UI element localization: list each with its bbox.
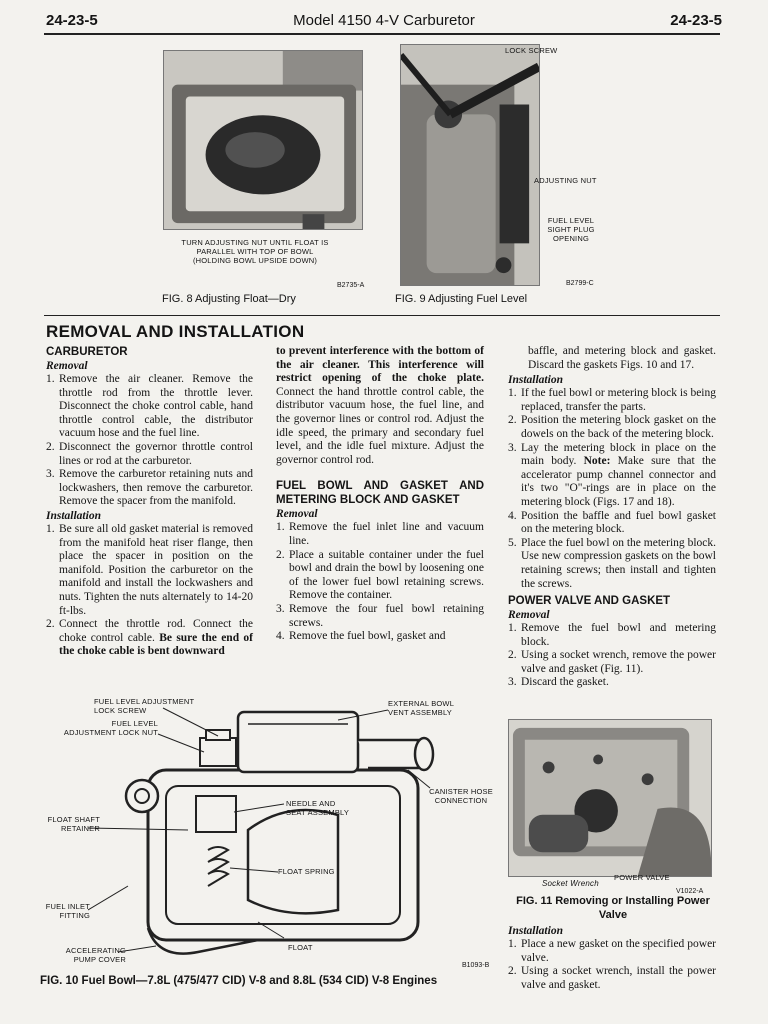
fig9-callout-sight-plug: FUEL LEVEL SIGHT PLUG OPENING <box>547 216 595 243</box>
list-item: 2. Using a socket wrench, install the power valve and gasket. <box>508 965 716 991</box>
fig11-photo <box>508 719 712 877</box>
carburetor-installation-label: Installation <box>46 509 101 522</box>
fig11-caption: FIG. 11 Removing or Installing Power Valve <box>516 895 710 921</box>
fig9-code: B2799-C <box>566 280 594 287</box>
fig8-code: B2735-A <box>337 282 365 289</box>
page-number-right: 24-23-5 <box>670 12 722 29</box>
power-valve-heading: POWER VALVE AND GASKET <box>508 595 671 608</box>
fig8-caption: FIG. 8 Adjusting Float—Dry <box>162 293 296 305</box>
list-item: 5. Place the fuel bowl on the metering block. Use new compression gaskets on the bowl retaining screws; then install and tighten the screws. <box>508 536 716 590</box>
fig10-callout-accelerating-pump-cover: ACCELERATING PUMP COVER <box>65 946 126 964</box>
list-item: 3. Lay the metering block in place on the main body. Note: Make sure that the accelerator pump channel connector and it's two "O"-rings are in place on the metering block (Figs. 17 and 18). <box>508 441 716 508</box>
fig10-callout-external-bowl-vent: EXTERNAL BOWL VENT ASSEMBLY <box>388 699 454 717</box>
list-item: 2. Disconnect the governor throttle control lines or rod at the carburetor. <box>46 440 253 467</box>
power-valve-installation-label: Installation <box>508 925 563 937</box>
list-item: 1. Remove the air cleaner. Remove the throttle rod from the throttle lever. Disconnect the choke control cable, hand throttle control cable, the distributor vacuum hose and the fuel line. <box>46 373 253 440</box>
fig9-callout-adjusting-nut: ADJUSTING NUT <box>534 176 597 185</box>
fig10-callout-float: FLOAT <box>288 943 313 952</box>
fig9-photo <box>400 44 540 286</box>
fig10-callout-float-spring: FLOAT SPRING <box>278 867 335 876</box>
fig11-callout-socket-wrench: Socket Wrench <box>542 879 599 888</box>
fig10-callout-adj-lock-screw: FUEL LEVEL ADJUSTMENT LOCK SCREW <box>94 697 195 715</box>
header-rule <box>44 33 720 35</box>
fig10-caption: FIG. 10 Fuel Bowl—7.8L (475/477 CID) V-8 and 8.8L (534 CID) V-8 Engines <box>40 975 438 987</box>
list-item: 4. Remove the fuel bowl, gasket and <box>276 630 446 643</box>
list-item: 2. Using a socket wrench, remove the power valve and gasket (Fig. 11). <box>508 649 716 675</box>
fig9-caption: FIG. 9 Adjusting Fuel Level <box>395 293 528 305</box>
fig10-callout-canister-hose: CANISTER HOSE CONNECTION <box>429 787 493 805</box>
section-title: REMOVAL AND INSTALLATION <box>46 322 305 341</box>
column-3-tail <box>508 924 716 992</box>
list-item: 4. Position the baffle and fuel bowl gasket on the metering block. <box>508 509 716 536</box>
list-item: 1. Place a new gasket on the specified power valve. <box>508 938 716 964</box>
page-number-left: 24-23-5 <box>46 12 98 29</box>
fig10-diagram <box>88 700 448 965</box>
fig11-code: V1022-A <box>676 888 704 895</box>
fig11-callout-power-valve: POWER VALVE <box>614 873 670 882</box>
list-item: 2. Position the metering block gasket on the dowels on the back of the metering block. <box>508 414 716 440</box>
list-item: 3. Remove the carburetor retaining nuts and lockwashers, then remove the carburetor. Remove the spacer from the manifold. <box>46 468 253 508</box>
fig8-photo <box>163 50 363 230</box>
page-title: Model 4150 4-V Carburetor <box>293 12 475 29</box>
carburetor-heading: CARBURETOR <box>46 346 128 358</box>
column-3 <box>508 345 716 690</box>
fig10-callout-float-shaft-retainer: FLOAT SHAFT RETAINER <box>47 815 100 833</box>
column-2 <box>276 345 484 644</box>
continued-paragraph-3: baffle, and metering block and gasket. Discard the gaskets Figs. 10 and 17. <box>528 345 716 371</box>
fig10-code: B1093-B <box>462 962 490 969</box>
list-item: 1. Be sure all old gasket material is removed from the manifold heat riser flange, then place the spacer in position on the manifold. Position the carburetor on the manifold and install the lockwashers and nuts. Tighten the nuts alternately to 14-20 ft-lbs. <box>46 522 253 617</box>
fig10-callout-adj-lock-nut: FUEL LEVEL ADJUSTMENT LOCK NUT <box>63 719 158 737</box>
list-item: 1. If the fuel bowl or metering block is being replaced, transfer the parts. <box>508 387 716 413</box>
fig10-callout-fuel-inlet-fitting: FUEL INLET FITTING <box>45 902 90 920</box>
list-item: 1. Remove the fuel bowl and metering block. <box>508 622 716 648</box>
list-item: 1. Remove the fuel inlet line and vacuum line. <box>276 521 484 547</box>
figure-rule <box>44 315 720 316</box>
continued-paragraph: to prevent interference with the bottom of the air cleaner. This interference will restrict opening of the choke plate. Connect the hand throttle control cable, the distributor vacuum hose, the fuel line, and the governor lines or control rod. Adjust the idle speed, the primary and secondary fuel level, and the idle fuel mixture. Adjust the governor control rod. <box>276 345 484 466</box>
fuel-bowl-installation-label: Installation <box>508 374 563 387</box>
fig9-callout-lock-screw: LOCK SCREW <box>505 46 558 55</box>
fuel-bowl-removal-label: Removal <box>276 508 318 521</box>
list-item: 3. Remove the four fuel bowl retaining screws. <box>276 602 484 629</box>
column-1 <box>46 345 253 659</box>
list-item: 2. Connect the throttle rod. Connect the choke control cable. Be sure the end of the choke cable is bent downward <box>46 618 254 658</box>
fig8-callout: TURN ADJUSTING NUT UNTIL FLOAT IS PARALLEL WITH TOP OF BOWL (HOLDING BOWL UPSIDE DOWN) <box>181 238 329 265</box>
carburetor-removal-label: Removal <box>46 360 88 372</box>
power-valve-removal-label: Removal <box>508 609 550 622</box>
list-item: 3. Discard the gasket. <box>508 676 609 689</box>
fig10-callout-needle-seat: NEEDLE AND SEAT ASSEMBLY <box>286 799 350 817</box>
list-item: 2. Place a suitable container under the fuel bowl and drain the bowl by loosening one of the lower fuel bowl retaining screws. Remove the container. <box>276 548 484 602</box>
fuel-bowl-heading: FUEL BOWL AND GASKET AND METERING BLOCK AND GASKET <box>276 480 484 507</box>
